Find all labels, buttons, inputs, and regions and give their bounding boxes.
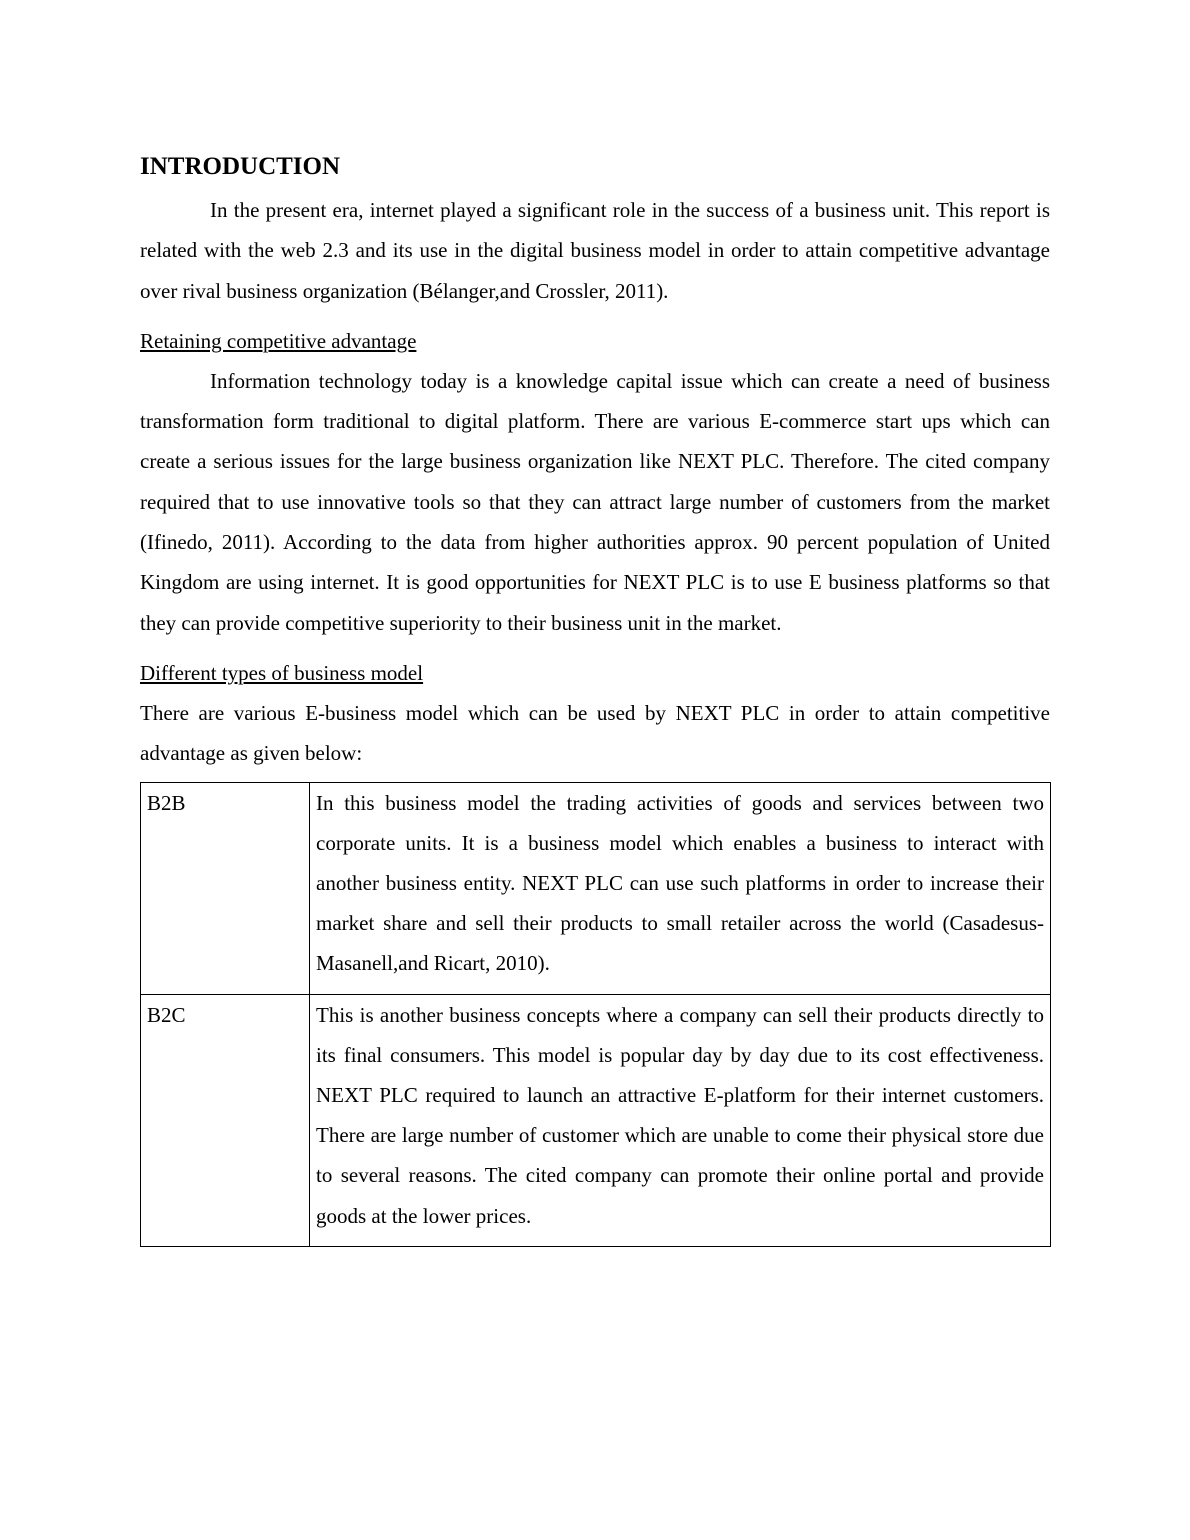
document-page [140,148,1050,1247]
competitive-advantage-paragraph: Information technology today is a knowledge capital issue which can create a need of business transformation form traditional to digital platform. There are various E-commerce start ups which can create a serious issues for the large business organization like NEXT PLC. Therefore. The cited company required that to use innovative tools so that they can attract large number of customers from the market (Ifinedo, 2011). According to the data from higher authorities approx. 90 percent population of United Kingdom are using internet. It is good opportunities for NEXT PLC is to use E business platforms so that they can provide competitive superiority to their business unit in the market. [140,368,1050,635]
competitive-advantage-heading: Retaining competitive advantage [140,328,417,353]
table-row [141,782,1051,994]
model-name-cell: B2C [141,994,310,1246]
introduction-heading: INTRODUCTION [140,153,341,180]
business-models-table [140,782,1051,1247]
model-description-cell: In this business model the trading activities of goods and services between two corporate units. It is a business model which enables a business to interact with another business entity. NEXT PLC can use such platforms in order to increase their market share and sell their products to small retailer across the world (Casadesus-Masanell,and Ricart, 2010). [310,782,1051,994]
business-models-heading: Different types of business model [140,660,424,685]
business-models-intro: There are various E-business model which can be used by NEXT PLC in order to attain competitive advantage as given below: [140,700,1050,766]
model-name-cell: B2B [141,782,310,994]
introduction-paragraph: In the present era, internet played a significant role in the success of a business unit. This report is related with the web 2.3 and its use in the digital business model in order to attain competitive advantage over rival business organization (Bélanger,and Crossler, 2011). [140,198,1050,303]
model-description-cell: This is another business concepts where a company can sell their products directly to its final consumers. This model is popular day by day due to its cost effectiveness. NEXT PLC required to launch an attractive E-platform for their internet customers. There are large number of customer which are unable to come their physical store due to several reasons. The cited company can promote their online portal and provide goods at the lower prices. [310,994,1051,1246]
table-row [141,994,1051,1246]
